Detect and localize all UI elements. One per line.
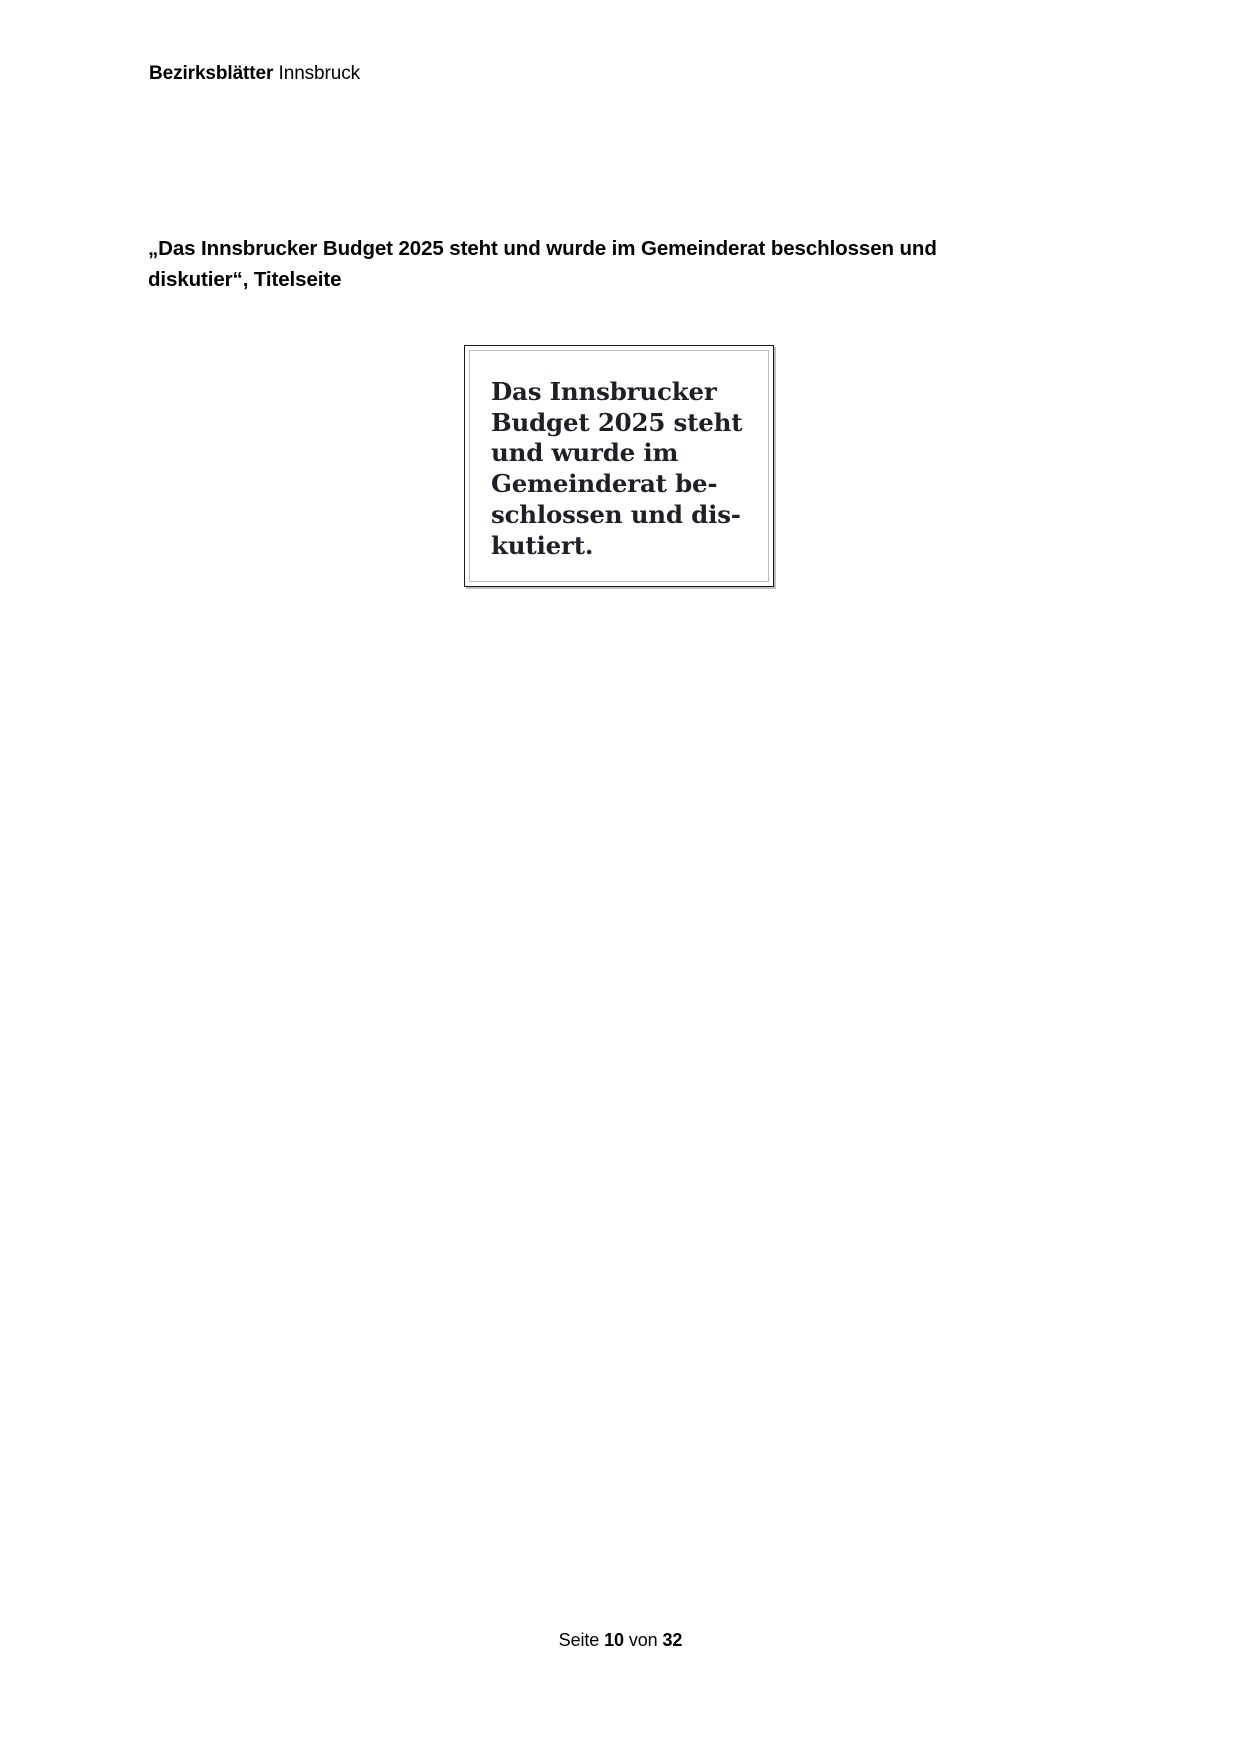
- clipping-headline: [491, 377, 754, 561]
- newspaper-clipping: [464, 345, 774, 587]
- footer-page-number: 10: [604, 1630, 624, 1650]
- clipping-inner-frame: [469, 350, 769, 582]
- page-header: [149, 62, 360, 86]
- clipping-headline-line: kutiert.: [491, 530, 594, 560]
- clipping-headline-line: schlossen und dis-: [491, 499, 741, 529]
- footer-total-pages: 32: [662, 1630, 683, 1650]
- footer-middle: von: [628, 1630, 658, 1650]
- publication-brand: Bezirksblätter: [149, 63, 274, 84]
- footer-prefix: Seite: [558, 1630, 600, 1650]
- page-footer: [0, 1630, 1241, 1651]
- clipping-headline-line: Budget 2025 steht: [491, 407, 743, 437]
- clipping-headline-line: und wurde im: [491, 438, 679, 468]
- publication-section: Innsbruck: [278, 63, 361, 84]
- article-title: „Das Innsbrucker Budget 2025 steht und wurde im Gemeinderat beschlossen und diskutier“, Titelseite: [148, 237, 937, 292]
- clipping-headline-line: Gemeinderat be-: [491, 469, 718, 499]
- clipping-headline-line: Das Innsbrucker: [491, 377, 717, 406]
